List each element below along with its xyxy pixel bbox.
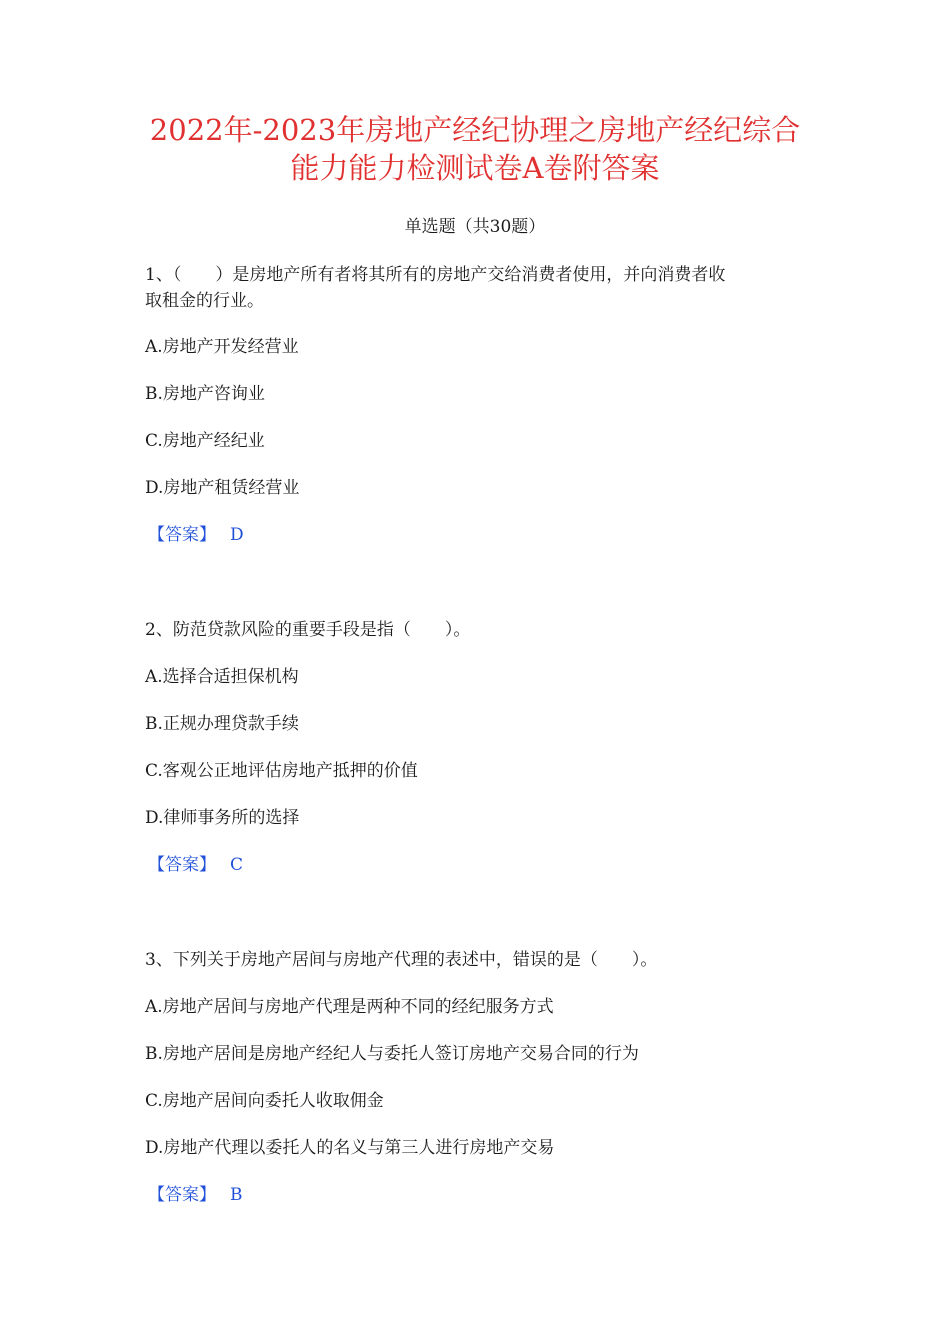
question-3-option-d: D.房地产代理以委托人的名义与第三人进行房地产交易 (145, 1138, 555, 1158)
question-1-option-c: C.房地产经纪业 (145, 431, 265, 451)
question-2-option-d: D.律师事务所的选择 (145, 808, 300, 828)
question-1-answer (148, 520, 244, 545)
question-3-option-c: C.房地产居间向委托人收取佣金 (145, 1091, 384, 1111)
document-title-line1: 2022年-2023年房地产经纪协理之房地产经纪综合 (149, 113, 801, 147)
question-2-option-a: A.选择合适担保机构 (145, 667, 299, 687)
question-2-stem: 2、防范贷款风险的重要手段是指（ ）。 (145, 620, 471, 640)
question-1-stem: 1、（ ）是房地产所有者将其所有的房地产交给消费者使用，并向消费者收 (145, 265, 726, 285)
answer-label: 【答案】 (148, 855, 216, 875)
document-title-line2: 能力能力检测试卷A卷附答案 (290, 151, 660, 185)
answer-label: 【答案】 (148, 1185, 216, 1205)
answer-value: D (230, 525, 244, 545)
section-heading: 单选题（共30题） (404, 217, 546, 237)
question-3-stem: 3、下列关于房地产居间与房地产代理的表述中，错误的是（ ）。 (145, 950, 658, 970)
question-1-option-a: A.房地产开发经营业 (145, 337, 299, 357)
answer-label: 【答案】 (148, 525, 216, 545)
question-2-option-c: C.客观公正地评估房地产抵押的价值 (145, 761, 418, 781)
answer-value: C (230, 855, 244, 875)
question-1-stem-cont: 取租金的行业。 (145, 291, 264, 311)
question-1-option-d: D.房地产租赁经营业 (145, 478, 300, 498)
question-2-option-b: B.正规办理贷款手续 (145, 714, 299, 734)
question-2-answer (148, 850, 243, 875)
question-3-answer (148, 1180, 243, 1205)
question-3-option-a: A.房地产居间与房地产代理是两种不同的经纪服务方式 (145, 997, 554, 1017)
question-3-option-b: B.房地产居间是房地产经纪人与委托人签订房地产交易合同的行为 (145, 1044, 639, 1064)
answer-value: B (230, 1185, 243, 1205)
question-1-option-b: B.房地产咨询业 (145, 384, 265, 404)
